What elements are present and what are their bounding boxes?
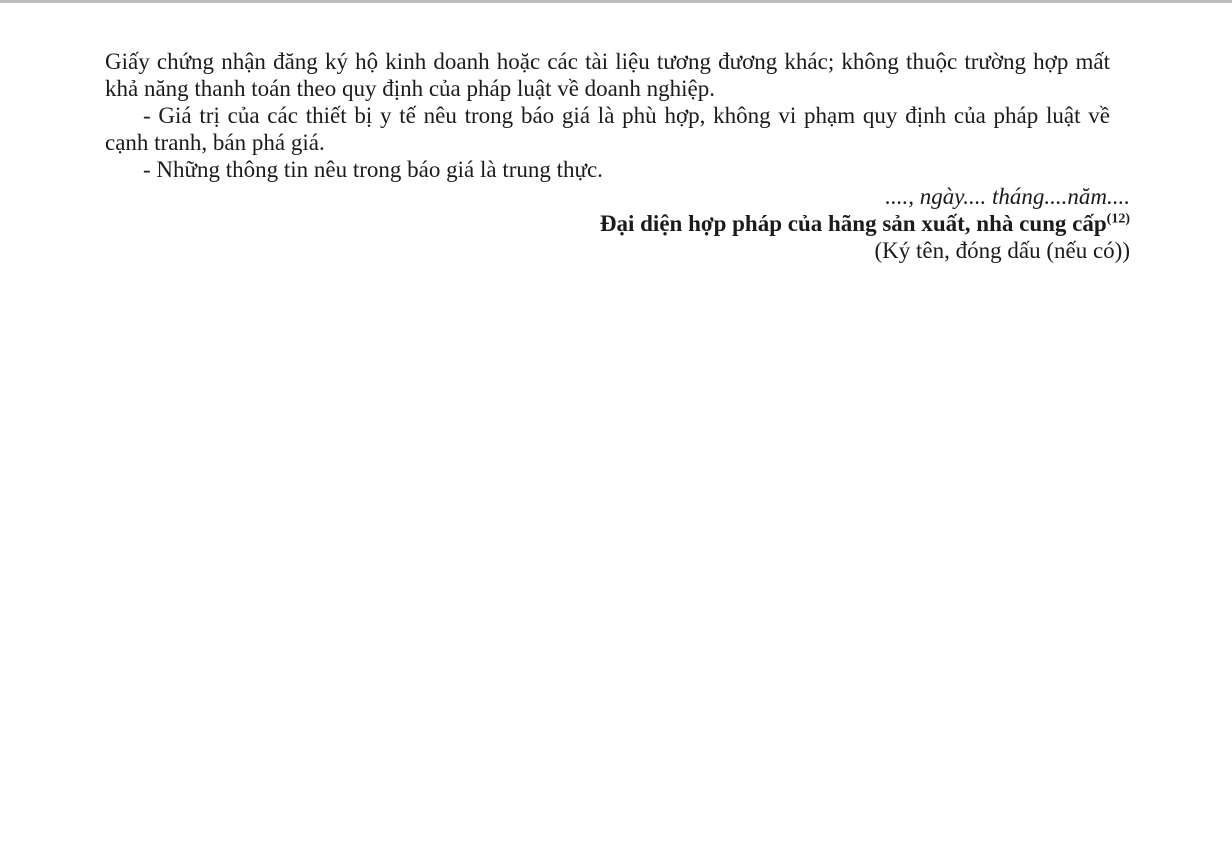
signature-sign-note: (Ký tên, đóng dấu (nếu có)) [874, 238, 1130, 263]
signature-block [105, 183, 1130, 264]
body-paragraph-price-validity: - Giá trị của các thiết bị y tế nêu trong báo giá là phù hợp, không vi phạm quy định của pháp luật về cạnh tranh, bán phá giá. [105, 103, 1110, 155]
signature-date-line: ...., ngày.... tháng....năm.... [885, 184, 1130, 209]
document-page [0, 3, 1232, 867]
body-paragraph-certificate: Giấy chứng nhận đăng ký hộ kinh doanh hoặc các tài liệu tương đương khác; không thuộc trường hợp mất khả năng thanh toán theo quy định của pháp luật về doanh nghiệp. [105, 49, 1110, 101]
body-paragraph-truthfulness: - Những thông tin nêu trong báo giá là trung thực. [143, 157, 603, 182]
signature-title-text: Đại diện hợp pháp của hãng sản xuất, nhà cung cấp [599, 211, 1107, 236]
signature-title-line [105, 210, 1130, 237]
document-body [105, 48, 1130, 183]
signature-footnote-superscript: (12) [1106, 211, 1130, 227]
